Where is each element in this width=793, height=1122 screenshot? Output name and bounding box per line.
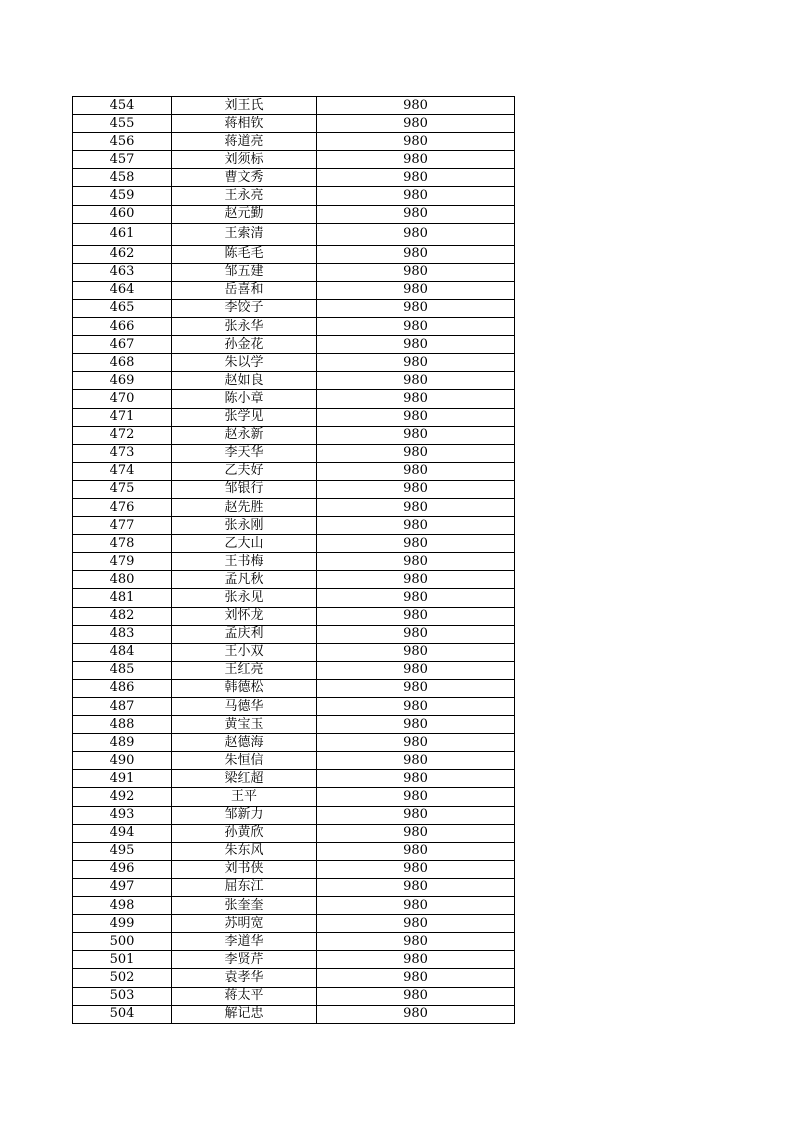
row-number-cell: 474 xyxy=(73,462,172,480)
amount-cell: 980 xyxy=(317,571,515,589)
row-number-cell: 471 xyxy=(73,408,172,426)
row-number-cell: 488 xyxy=(73,716,172,734)
name-cell: 张学见 xyxy=(172,408,317,426)
row-number-cell: 485 xyxy=(73,661,172,679)
name-cell: 岳喜和 xyxy=(172,281,317,299)
row-number-cell: 459 xyxy=(73,187,172,205)
amount-cell: 980 xyxy=(317,824,515,842)
amount-cell: 980 xyxy=(317,878,515,896)
amount-cell: 980 xyxy=(317,806,515,824)
name-cell: 袁孝华 xyxy=(172,969,317,987)
amount-cell: 980 xyxy=(317,223,515,245)
amount-cell: 980 xyxy=(317,408,515,426)
row-number-cell: 462 xyxy=(73,245,172,263)
table-row xyxy=(73,553,515,571)
amount-cell: 980 xyxy=(317,661,515,679)
table-row xyxy=(73,842,515,860)
row-number-cell: 461 xyxy=(73,223,172,245)
amount-cell: 980 xyxy=(317,716,515,734)
name-cell: 朱以学 xyxy=(172,354,317,372)
row-number-cell: 472 xyxy=(73,426,172,444)
name-cell: 李道华 xyxy=(172,933,317,951)
name-cell: 孙金花 xyxy=(172,336,317,354)
table-row xyxy=(73,951,515,969)
name-cell: 李饺子 xyxy=(172,299,317,317)
name-cell: 张奎奎 xyxy=(172,897,317,915)
name-cell: 邹新力 xyxy=(172,806,317,824)
amount-cell: 980 xyxy=(317,151,515,169)
amount-cell: 980 xyxy=(317,535,515,553)
table-row xyxy=(73,336,515,354)
amount-cell: 980 xyxy=(317,842,515,860)
amount-cell: 980 xyxy=(317,263,515,281)
name-cell: 赵如良 xyxy=(172,372,317,390)
amount-cell: 980 xyxy=(317,734,515,752)
row-number-cell: 454 xyxy=(73,97,172,115)
name-cell: 陈毛毛 xyxy=(172,245,317,263)
table-row xyxy=(73,1005,515,1023)
name-cell: 曹文秀 xyxy=(172,169,317,187)
table-body xyxy=(73,97,515,1024)
amount-cell: 980 xyxy=(317,462,515,480)
row-number-cell: 491 xyxy=(73,770,172,788)
table-row xyxy=(73,589,515,607)
table-row xyxy=(73,661,515,679)
table-row xyxy=(73,426,515,444)
amount-cell: 980 xyxy=(317,336,515,354)
name-cell: 蒋太平 xyxy=(172,987,317,1005)
amount-cell: 980 xyxy=(317,987,515,1005)
row-number-cell: 480 xyxy=(73,571,172,589)
table-row xyxy=(73,263,515,281)
row-number-cell: 499 xyxy=(73,915,172,933)
table-row xyxy=(73,698,515,716)
table-row xyxy=(73,517,515,535)
amount-cell: 980 xyxy=(317,133,515,151)
table-row xyxy=(73,390,515,408)
amount-cell: 980 xyxy=(317,498,515,516)
table-row xyxy=(73,151,515,169)
row-number-cell: 493 xyxy=(73,806,172,824)
table-row xyxy=(73,625,515,643)
name-cell: 李天华 xyxy=(172,444,317,462)
table-row xyxy=(73,734,515,752)
table-row xyxy=(73,245,515,263)
amount-cell: 980 xyxy=(317,444,515,462)
row-number-cell: 492 xyxy=(73,788,172,806)
name-cell: 马德华 xyxy=(172,698,317,716)
name-cell: 刘书侠 xyxy=(172,860,317,878)
name-cell: 李贤芹 xyxy=(172,951,317,969)
table-row xyxy=(73,860,515,878)
name-cell: 苏明宽 xyxy=(172,915,317,933)
name-cell: 朱恒信 xyxy=(172,752,317,770)
row-number-cell: 463 xyxy=(73,263,172,281)
table-row xyxy=(73,133,515,151)
table-row xyxy=(73,716,515,734)
table-row xyxy=(73,169,515,187)
table-row xyxy=(73,498,515,516)
name-cell: 王平 xyxy=(172,788,317,806)
table-row xyxy=(73,281,515,299)
name-cell: 刘须标 xyxy=(172,151,317,169)
row-number-cell: 484 xyxy=(73,643,172,661)
amount-cell: 980 xyxy=(317,318,515,336)
row-number-cell: 490 xyxy=(73,752,172,770)
row-number-cell: 486 xyxy=(73,679,172,697)
table-row xyxy=(73,462,515,480)
amount-cell: 980 xyxy=(317,97,515,115)
amount-cell: 980 xyxy=(317,951,515,969)
amount-cell: 980 xyxy=(317,770,515,788)
row-number-cell: 494 xyxy=(73,824,172,842)
table-row xyxy=(73,115,515,133)
row-number-cell: 479 xyxy=(73,553,172,571)
row-number-cell: 489 xyxy=(73,734,172,752)
row-number-cell: 464 xyxy=(73,281,172,299)
amount-cell: 980 xyxy=(317,933,515,951)
amount-cell: 980 xyxy=(317,390,515,408)
name-cell: 朱东风 xyxy=(172,842,317,860)
row-number-cell: 475 xyxy=(73,480,172,498)
table-row xyxy=(73,97,515,115)
amount-cell: 980 xyxy=(317,169,515,187)
row-number-cell: 467 xyxy=(73,336,172,354)
amount-cell: 980 xyxy=(317,299,515,317)
amount-cell: 980 xyxy=(317,679,515,697)
row-number-cell: 481 xyxy=(73,589,172,607)
data-table xyxy=(72,96,515,1024)
table-row xyxy=(73,318,515,336)
row-number-cell: 465 xyxy=(73,299,172,317)
name-cell: 黄宝玉 xyxy=(172,716,317,734)
name-cell: 韩德松 xyxy=(172,679,317,697)
name-cell: 赵德海 xyxy=(172,734,317,752)
amount-cell: 980 xyxy=(317,426,515,444)
name-cell: 刘怀龙 xyxy=(172,607,317,625)
name-cell: 孟庆利 xyxy=(172,625,317,643)
row-number-cell: 476 xyxy=(73,498,172,516)
name-cell: 邹五建 xyxy=(172,263,317,281)
name-cell: 王索清 xyxy=(172,223,317,245)
row-number-cell: 504 xyxy=(73,1005,172,1023)
table-row xyxy=(73,643,515,661)
table-row xyxy=(73,571,515,589)
row-number-cell: 455 xyxy=(73,115,172,133)
table-row xyxy=(73,223,515,245)
row-number-cell: 478 xyxy=(73,535,172,553)
row-number-cell: 468 xyxy=(73,354,172,372)
name-cell: 赵元勤 xyxy=(172,205,317,223)
row-number-cell: 483 xyxy=(73,625,172,643)
amount-cell: 980 xyxy=(317,205,515,223)
name-cell: 梁红超 xyxy=(172,770,317,788)
row-number-cell: 473 xyxy=(73,444,172,462)
row-number-cell: 503 xyxy=(73,987,172,1005)
table-row xyxy=(73,878,515,896)
table-row xyxy=(73,372,515,390)
amount-cell: 980 xyxy=(317,589,515,607)
row-number-cell: 502 xyxy=(73,969,172,987)
table-row xyxy=(73,770,515,788)
table-row xyxy=(73,752,515,770)
row-number-cell: 482 xyxy=(73,607,172,625)
name-cell: 蒋相钦 xyxy=(172,115,317,133)
name-cell: 张永华 xyxy=(172,318,317,336)
name-cell: 蒋道亮 xyxy=(172,133,317,151)
table-row xyxy=(73,933,515,951)
name-cell: 张永见 xyxy=(172,589,317,607)
name-cell: 王书梅 xyxy=(172,553,317,571)
table-row xyxy=(73,788,515,806)
table-row xyxy=(73,897,515,915)
amount-cell: 980 xyxy=(317,915,515,933)
name-cell: 屈东江 xyxy=(172,878,317,896)
table-row xyxy=(73,607,515,625)
name-cell: 解记忠 xyxy=(172,1005,317,1023)
row-number-cell: 470 xyxy=(73,390,172,408)
table-row xyxy=(73,969,515,987)
amount-cell: 980 xyxy=(317,354,515,372)
name-cell: 刘王氏 xyxy=(172,97,317,115)
table-row xyxy=(73,299,515,317)
amount-cell: 980 xyxy=(317,625,515,643)
row-number-cell: 498 xyxy=(73,897,172,915)
amount-cell: 980 xyxy=(317,245,515,263)
amount-cell: 980 xyxy=(317,897,515,915)
row-number-cell: 477 xyxy=(73,517,172,535)
table-row xyxy=(73,679,515,697)
table-row xyxy=(73,354,515,372)
amount-cell: 980 xyxy=(317,752,515,770)
name-cell: 赵先胜 xyxy=(172,498,317,516)
row-number-cell: 496 xyxy=(73,860,172,878)
amount-cell: 980 xyxy=(317,788,515,806)
amount-cell: 980 xyxy=(317,553,515,571)
table-row xyxy=(73,205,515,223)
table-row xyxy=(73,824,515,842)
amount-cell: 980 xyxy=(317,281,515,299)
name-cell: 乙大山 xyxy=(172,535,317,553)
name-cell: 张永刚 xyxy=(172,517,317,535)
amount-cell: 980 xyxy=(317,517,515,535)
row-number-cell: 457 xyxy=(73,151,172,169)
table-row xyxy=(73,480,515,498)
amount-cell: 980 xyxy=(317,860,515,878)
row-number-cell: 458 xyxy=(73,169,172,187)
amount-cell: 980 xyxy=(317,1005,515,1023)
row-number-cell: 456 xyxy=(73,133,172,151)
name-cell: 王红亮 xyxy=(172,661,317,679)
amount-cell: 980 xyxy=(317,643,515,661)
row-number-cell: 487 xyxy=(73,698,172,716)
row-number-cell: 460 xyxy=(73,205,172,223)
name-cell: 赵永新 xyxy=(172,426,317,444)
name-cell: 孙黄欣 xyxy=(172,824,317,842)
name-cell: 王小双 xyxy=(172,643,317,661)
amount-cell: 980 xyxy=(317,372,515,390)
table-row xyxy=(73,444,515,462)
amount-cell: 980 xyxy=(317,607,515,625)
table-row xyxy=(73,915,515,933)
table-row xyxy=(73,806,515,824)
amount-cell: 980 xyxy=(317,698,515,716)
name-cell: 陈小章 xyxy=(172,390,317,408)
name-cell: 孟凡秋 xyxy=(172,571,317,589)
amount-cell: 980 xyxy=(317,480,515,498)
name-cell: 乙夫好 xyxy=(172,462,317,480)
amount-cell: 980 xyxy=(317,187,515,205)
name-cell: 王永亮 xyxy=(172,187,317,205)
table-row xyxy=(73,408,515,426)
row-number-cell: 500 xyxy=(73,933,172,951)
table-row xyxy=(73,535,515,553)
table-row xyxy=(73,187,515,205)
amount-cell: 980 xyxy=(317,115,515,133)
row-number-cell: 497 xyxy=(73,878,172,896)
amount-cell: 980 xyxy=(317,969,515,987)
row-number-cell: 501 xyxy=(73,951,172,969)
name-cell: 邹银行 xyxy=(172,480,317,498)
row-number-cell: 469 xyxy=(73,372,172,390)
row-number-cell: 495 xyxy=(73,842,172,860)
row-number-cell: 466 xyxy=(73,318,172,336)
table-row xyxy=(73,987,515,1005)
